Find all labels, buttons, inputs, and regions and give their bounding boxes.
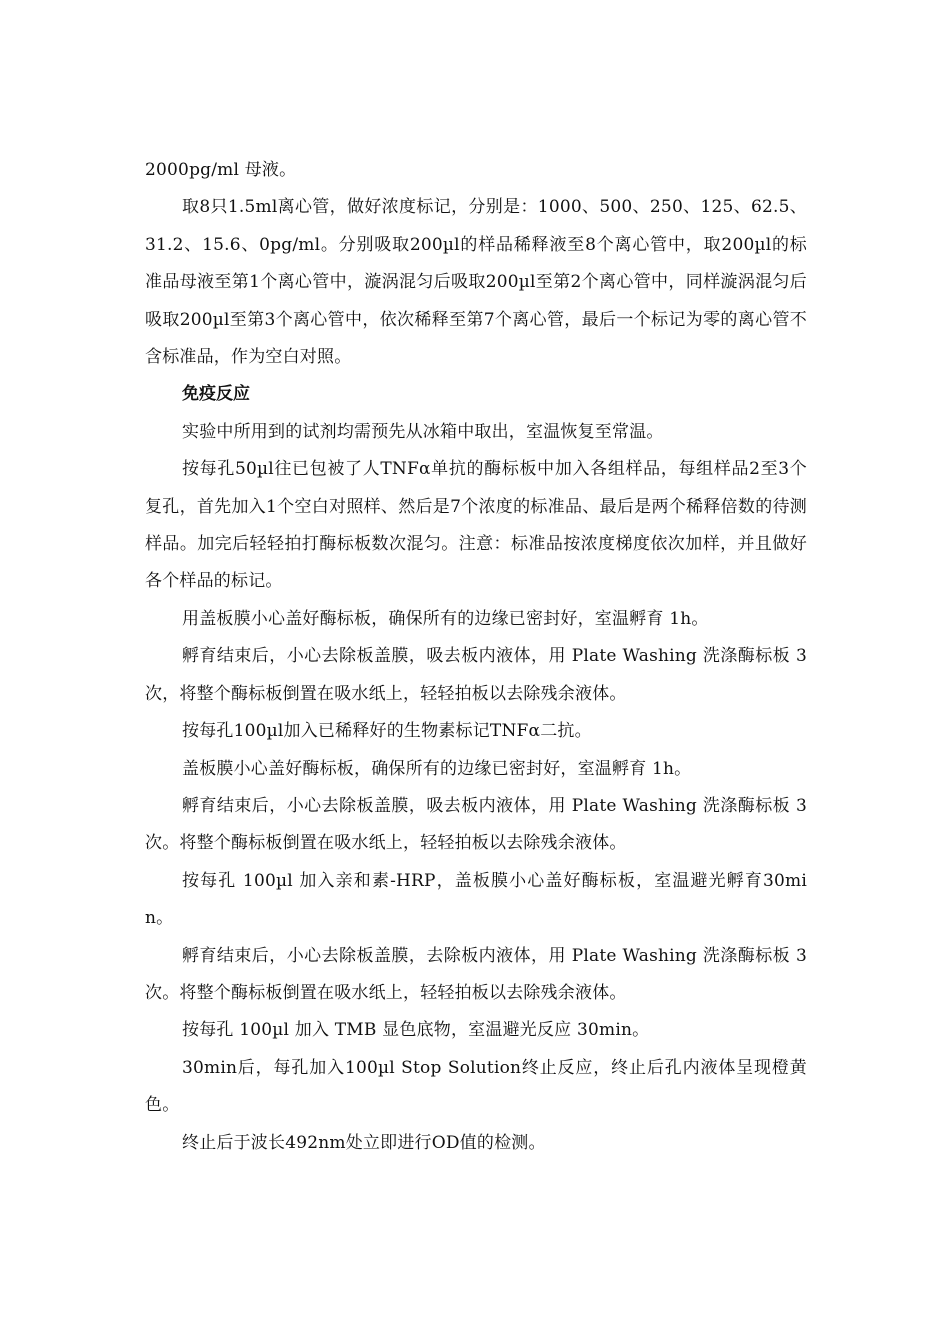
paragraph-stock-solution-end: 2000pg/ml 母液。 (145, 160, 297, 180)
paragraph-incubate-1: 用盖板膜小心盖好酶标板，确保所有的边缘已密封好，室温孵育 1h。 (182, 608, 709, 629)
paragraph-wash-3: 孵育结束后，小心去除板盖膜，去除板内液体，用 Plate Washing 洗涤酶标板 3 次。将整个酶标板倒置在吸水纸上，轻轻拍板以去除残余液体。 (145, 945, 807, 1003)
paragraph-standard-dilution: 取8只1.5ml离心管，做好浓度标记，分别是：1000、500、250、125、62.5、31.2、15.6、0pg/ml。分别吸取200µl的样品稀释液至8个离心管中，取200µl的标准品母液至第1个离心管中，漩涡混匀后吸取200µl至第2个离心管中，同样漩涡混匀后吸取200µl至第3个离心管中，依次稀释至第7个离心管，最后一个标记为零的离心管不含标准品，作为空白对照。 (145, 197, 807, 368)
document-body (145, 152, 807, 1162)
paragraph-add-avidin-hrp: 按每孔 100µl 加入亲和素-HRP，盖板膜小心盖好酶标板，室温避光孵育30min。 (145, 870, 807, 929)
paragraph-wash-1: 孵育结束后，小心去除板盖膜，吸去板内液体，用 Plate Washing 洗涤酶标板 3 次，将整个酶标板倒置在吸水纸上，轻轻拍板以去除残余液体。 (145, 646, 807, 704)
paragraph-stop-solution: 30min后，每孔加入100µl Stop Solution终止反应，终止后孔内液体呈现橙黄色。 (145, 1057, 807, 1116)
paragraph-od-detection: 终止后于波长492nm处立即进行OD值的检测。 (182, 1132, 546, 1153)
paragraph-incubate-2: 盖板膜小心盖好酶标板，确保所有的边缘已密封好，室温孵育 1h。 (182, 758, 692, 779)
paragraph-wash-2: 孵育结束后，小心去除板盖膜，吸去板内液体，用 Plate Washing 洗涤酶标板 3 次。将整个酶标板倒置在吸水纸上，轻轻拍板以去除残余液体。 (145, 795, 807, 854)
paragraph-add-tmb: 按每孔 100µl 加入 TMB 显色底物，室温避光反应 30min。 (182, 1020, 650, 1041)
paragraph-add-samples: 按每孔50µl往已包被了人TNFα单抗的酶标板中加入各组样品，每组样品2至3个复孔，首先加入1个空白对照样、然后是7个浓度的标准品、最后是两个稀释倍数的待测样品。加完后轻轻拍打酶标板数次混匀。注意：标准品按浓度梯度依次加样，并且做好各个样品的标记。 (145, 459, 807, 592)
section-heading-immunoreaction: 免疫反应 (182, 384, 250, 405)
paragraph-reagent-prep: 实验中所用到的试剂均需预先从冰箱中取出，室温恢复至常温。 (182, 421, 664, 442)
paragraph-add-secondary-antibody: 按每孔100µl加入已稀释好的生物素标记TNFα二抗。 (182, 721, 592, 742)
